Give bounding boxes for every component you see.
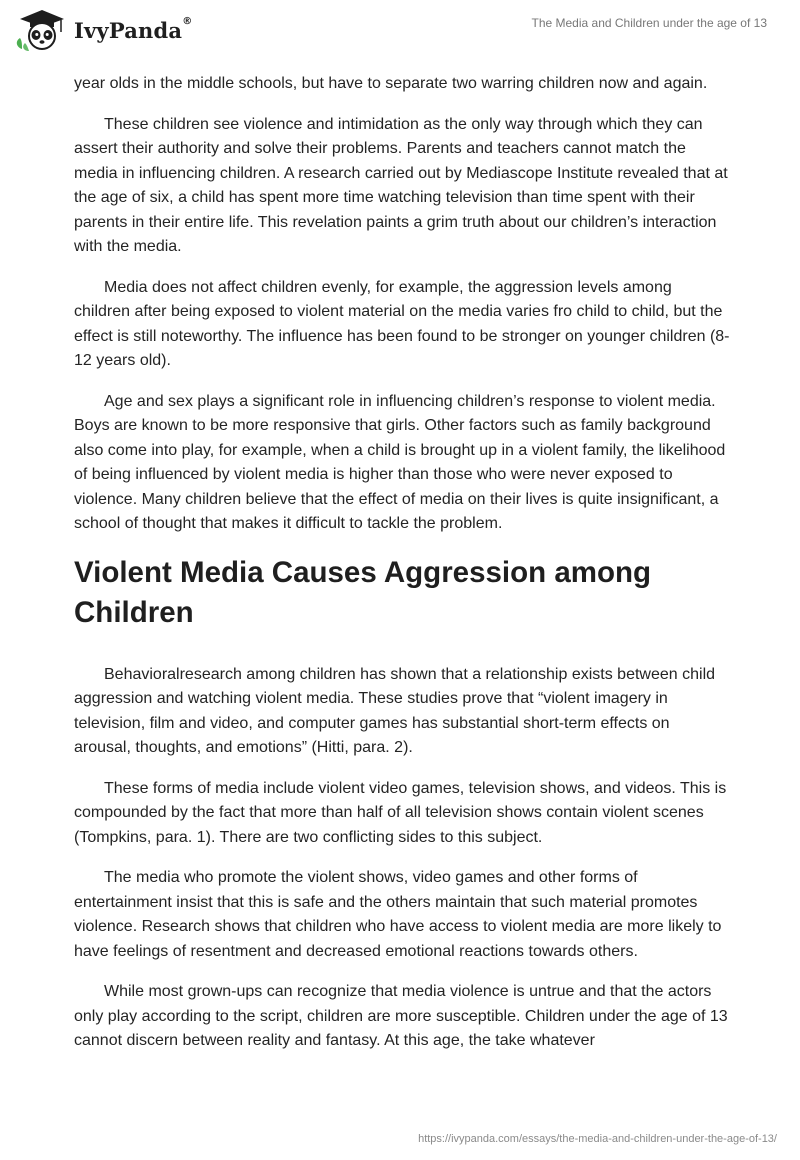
paragraph: The media who promote the violent shows, video games and other forms of entertainment insist that this is safe and the others maintain that such material promotes violence. Research shows that children who have access to violent media are more likely to have feelings of resentment and decreased emotional reactions towards others.	[74, 869, 722, 960]
source-url[interactable]: https://ivypanda.com/essays/the-media-and-children-under-the-age-of-13/	[418, 1133, 777, 1145]
essay-content	[74, 72, 730, 1070]
brand-name: IvyPanda®	[74, 15, 193, 43]
paragraph: Behavioralresearch among children has shown that a relationship exists between child aggression and watching violent media. These studies prove that “violent imagery in television, film and video, and computer games has substantial short-term effects on arousal, thoughts, and emotions” (Hitti, para. 2).	[74, 665, 716, 756]
paragraph: year olds in the middle schools, but have to separate two warring children now and again.	[74, 75, 708, 92]
paragraph: Age and sex plays a significant role in influencing children’s response to violent media. Boys are known to be more responsive that girls. Other factors such as family background also come into play, for example, when a child is brought up in a violent family, the likelihood of being influenced by violent media is higher than those who were never exposed to violence. Many children believe that the effect of media on their lives is quite insignificant, a school of thought that makes it difficult to tackle the problem.	[74, 392, 726, 532]
panda-graduate-icon	[14, 8, 70, 52]
paragraph: Media does not affect children evenly, for example, the aggression levels among children after being exposed to violent material on the media varies fro child to child, but the effect is still noteworthy. The influence has been found to be stronger on younger children (8-12 years old).	[74, 278, 730, 369]
ivypanda-logo[interactable]	[14, 8, 192, 52]
registered-mark: ®	[182, 15, 193, 27]
paragraph: These children see violence and intimidation as the only way through which they can assert their authority and solve their problems. Parents and teachers cannot match the media in influencing children. A research carried out by Mediascope Institute revealed that at the age of six, a child has spent more time watching television than time spent with their parents in their entire life. This revelation paints a grim truth about our children’s interaction with the media.	[74, 115, 728, 255]
paragraph: These forms of media include violent video games, television shows, and videos. This is compounded by the fact that more than half of all television shows contain violent scenes (Tompkins, para. 1). There are two conflicting sides to this subject.	[74, 779, 727, 846]
paragraph: While most grown-ups can recognize that media violence is untrue and that the actors only play according to the script, children are more susceptible. Children under the age of 13 cannot discern between reality and fantasy. At this age, the take whatever	[74, 983, 728, 1049]
page-header	[0, 0, 800, 70]
section-heading: Violent Media Causes Aggression among Children	[74, 555, 652, 629]
document-title: The Media and Children under the age of 13	[531, 16, 767, 30]
